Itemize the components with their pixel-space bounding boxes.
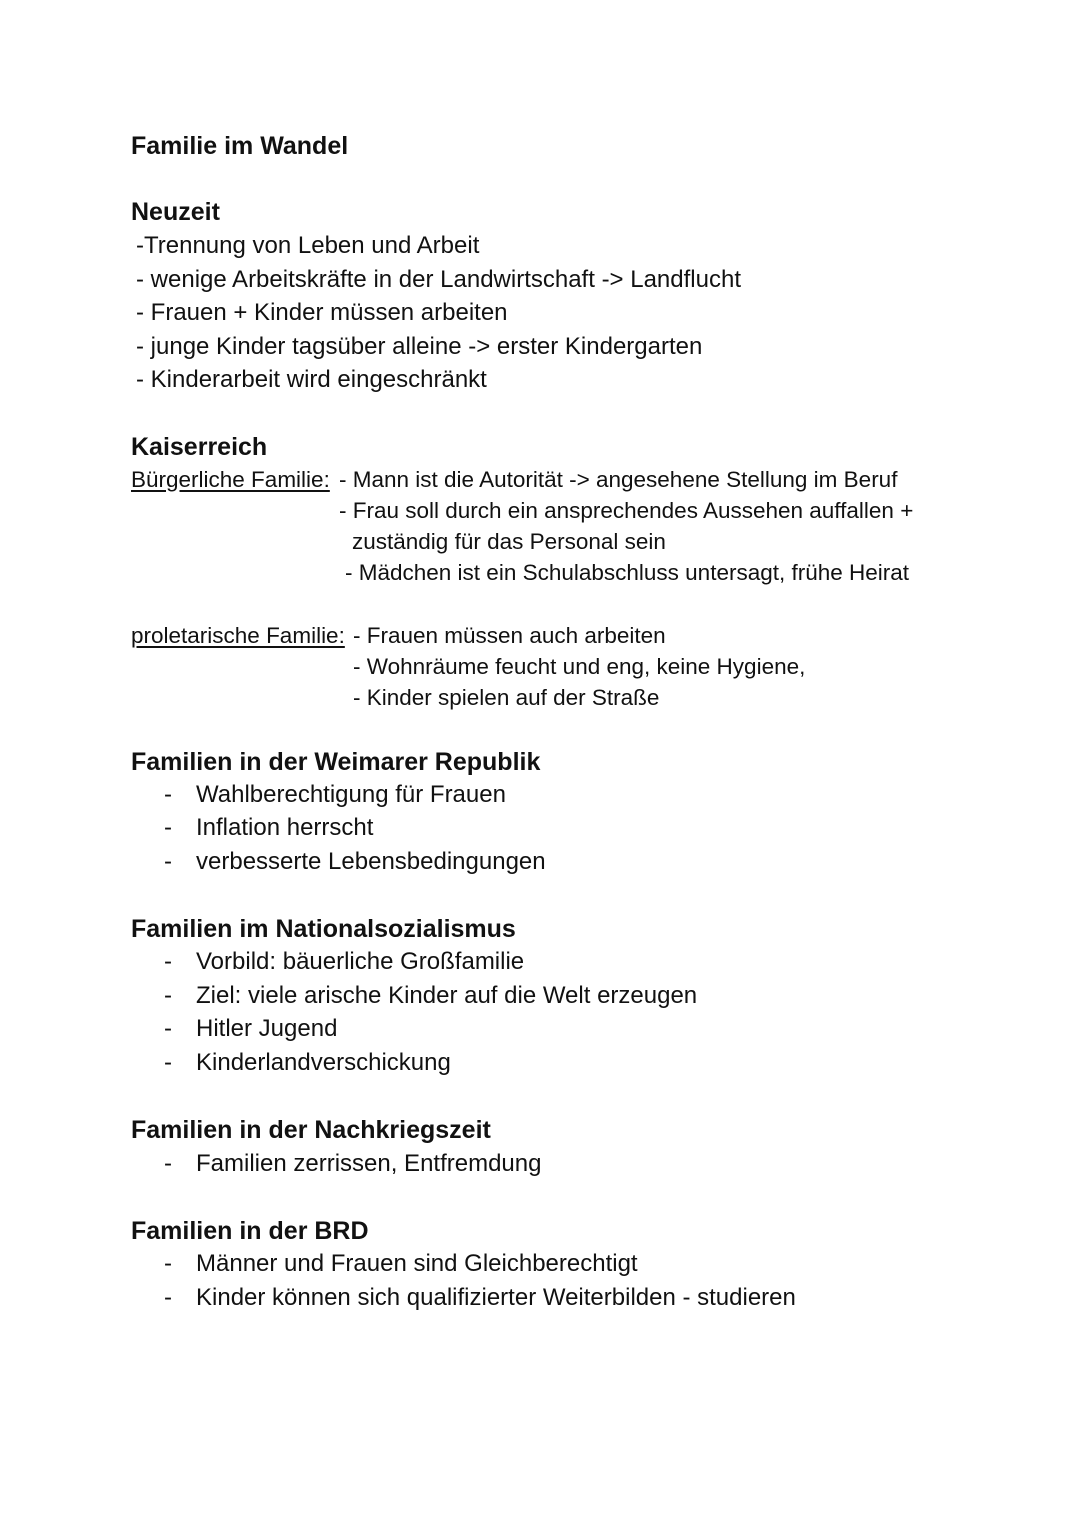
section-heading-kaiserreich: Kaiserreich: [131, 433, 268, 461]
section-heading-weimar: Familien in der Weimarer Republik: [131, 748, 541, 776]
list-item: Kinderlandverschickung: [196, 1049, 451, 1076]
list-item: -Trennung von Leben und Arbeit: [136, 232, 480, 259]
page-title: Familie im Wandel: [131, 132, 349, 160]
list-item: - Frauen müssen auch arbeiten: [353, 623, 666, 648]
bullet-dash: -: [164, 781, 172, 808]
list-item: Familien zerrissen, Entfremdung: [196, 1150, 542, 1177]
list-item-continuation: zuständig für das Personal sein: [352, 529, 666, 554]
list-item: Inflation herrscht: [196, 814, 374, 841]
section-heading-nachkrieg: Familien in der Nachkriegszeit: [131, 1116, 491, 1144]
list-item: - Kinderarbeit wird eingeschränkt: [136, 366, 487, 393]
list-item: - Wohnräume feucht und eng, keine Hygiene,: [353, 654, 806, 679]
list-item: Wahlberechtigung für Frauen: [196, 781, 506, 808]
list-item: - Mädchen ist ein Schulabschluss untersagt, frühe Heirat: [345, 560, 910, 585]
list-item: Vorbild: bäuerliche Großfamilie: [196, 948, 525, 975]
label-buergerliche-familie: Bürgerliche Familie:: [131, 467, 330, 492]
list-item: - junge Kinder tagsüber alleine -> erster Kindergarten: [136, 333, 703, 360]
list-item: Ziel: viele arische Kinder auf die Welt erzeugen: [196, 982, 698, 1009]
bullet-dash: -: [164, 848, 172, 875]
section-heading-neuzeit: Neuzeit: [131, 198, 220, 226]
list-item: - wenige Arbeitskräfte in der Landwirtschaft -> Landflucht: [136, 266, 741, 293]
bullet-dash: -: [164, 1284, 172, 1311]
bullet-dash: -: [164, 1250, 172, 1277]
list-item: verbesserte Lebensbedingungen: [196, 848, 546, 875]
list-item: - Frauen + Kinder müssen arbeiten: [136, 299, 508, 326]
list-item: Hitler Jugend: [196, 1015, 338, 1042]
bullet-dash: -: [164, 814, 172, 841]
section-heading-ns: Familien im Nationalsozialismus: [131, 915, 516, 943]
section-heading-brd: Familien in der BRD: [131, 1217, 369, 1245]
list-item: Männer und Frauen sind Gleichberechtigt: [196, 1250, 638, 1277]
list-item: - Kinder spielen auf der Straße: [353, 685, 660, 710]
label-proletarische-familie: proletarische Familie:: [131, 623, 345, 648]
bullet-dash: -: [164, 1150, 172, 1177]
list-item: - Frau soll durch ein ansprechendes Aussehen auffallen +: [339, 498, 914, 523]
bullet-dash: -: [164, 1015, 172, 1042]
bullet-dash: -: [164, 982, 172, 1009]
bullet-dash: -: [164, 1049, 172, 1076]
bullet-dash: -: [164, 948, 172, 975]
list-item: Kinder können sich qualifizierter Weiterbilden - studieren: [196, 1284, 796, 1311]
list-item: - Mann ist die Autorität -> angesehene Stellung im Beruf: [339, 467, 898, 492]
